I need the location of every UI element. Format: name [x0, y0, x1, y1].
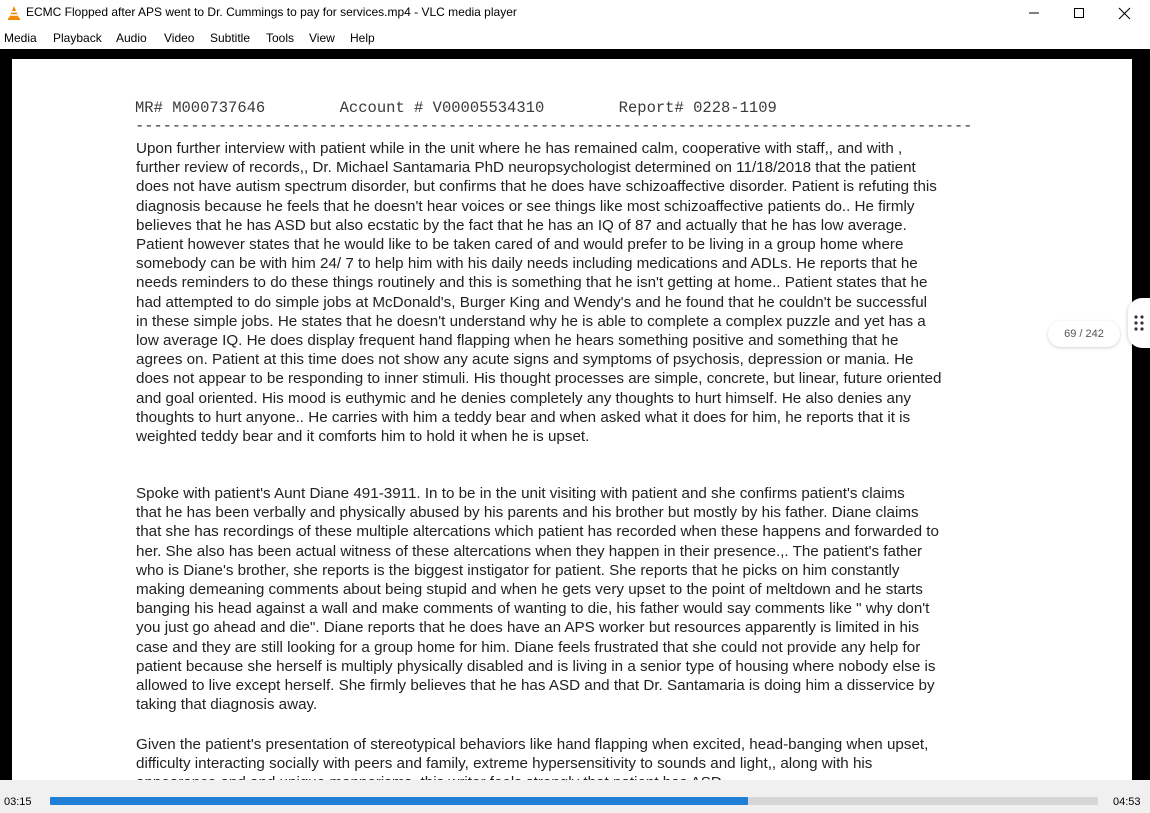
menu-subtitle[interactable]: Subtitle	[210, 31, 251, 45]
text-line: and goal oriented. His mood is euthymic and he denies completely any thoughts to hurt himself. He also denies any	[136, 389, 912, 407]
header-divider: -------------------------------------------------------------------------------------------	[135, 117, 973, 135]
elapsed-time[interactable]: 03:15	[4, 796, 32, 808]
text-line: case and they are still looking for a group home for him. Diane feels frustrated that she could not provide any help for	[136, 638, 921, 656]
text-line: difficulty interacting socially with peers and family, extreme hypersensitivity to sounds and light,, along with his	[136, 755, 873, 773]
menu-media[interactable]: Media	[4, 31, 37, 45]
text-line: agrees on. Patient at this time does not show any acute signs and symptoms of psychosis, depression or mania. He	[136, 351, 914, 369]
maximize-icon	[1074, 8, 1084, 18]
report-header: MR# M000737646 Account # V00005534310 Report# 0228-1109	[135, 99, 777, 117]
menu-tools[interactable]: Tools	[266, 31, 295, 45]
text-line: making demeaning comments about being stupid and when he gets very upset to the point of meltdown and he starts	[136, 581, 923, 599]
close-icon	[1119, 8, 1130, 19]
menu-help[interactable]: Help	[350, 31, 375, 45]
text-line: banging his head against a wall and make comments of wanting to die, his father would say comments like " why don't	[136, 600, 930, 618]
text-line: you just go ahead and die". Diane reports that he does have an APS worker but resources apparently is limited in his	[136, 619, 919, 637]
close-button[interactable]	[1102, 0, 1146, 26]
text-line: patient because she herself is multiply physically disabled and is living in a senior type of housing where nobody else is	[136, 657, 936, 675]
minimize-icon	[1029, 8, 1039, 18]
text-line: thoughts to hurt anyone.. He carries with him a teddy bear and when asked what it does for him, he reports that it is	[136, 408, 911, 426]
menu-view[interactable]: View	[309, 31, 335, 45]
maximize-button[interactable]	[1057, 0, 1101, 26]
menu-playback[interactable]: Playback	[53, 31, 102, 45]
page-counter: 69 / 242	[1048, 321, 1120, 347]
text-line: believes that he has ASD but also ecstatic by the fact that he has an IQ of 87 and actually that he has low average.	[136, 216, 907, 234]
minimize-button[interactable]	[1012, 0, 1056, 26]
menu-video[interactable]: Video	[164, 31, 195, 45]
total-time[interactable]: 04:53	[1113, 796, 1141, 808]
text-line: somebody can be with him 24/ 7 to help him with his daily needs including medications and ADLs. He reports that he	[136, 255, 918, 273]
title-bar	[0, 0, 1150, 26]
text-line: weighted teddy bear and it comforts him to hold it when he is upset.	[136, 428, 590, 446]
text-line: that she has recordings of these multiple altercations which patient has recorded when these happens and forwarded to	[136, 523, 939, 541]
text-line: Patient however states that he would like to be taken cared of and would prefer to be living in a group home where	[136, 236, 904, 254]
document-page	[12, 59, 1132, 780]
seek-bar[interactable]	[50, 797, 1098, 805]
text-line: needs reminders to do these things routinely and this is something that he isn't getting at home.. Patient states that he	[136, 274, 928, 292]
grid-dots-icon	[1134, 315, 1144, 331]
paragraph-interview	[136, 139, 1016, 446]
text-line: diagnosis because he feels that he doesn't hear voices or see things like most schizoaffective patients do.. He firmly	[136, 197, 915, 215]
text-line: that he has been verbally and physically abused by his parents and his brother but mostly by his father. Diane claims	[136, 504, 919, 522]
text-line: had attempted to do simple jobs at McDonald's, Burger King and Wendy's and he found that he couldn't be successful	[136, 293, 928, 311]
text-line: Given the patient's presentation of stereotypical behaviors like hand flapping when excited, head-banging when upset,	[136, 736, 929, 753]
text-line: who is Diane's brother, she reports is the biggest instigator for patient. She reports that he picks on him constantly	[136, 561, 900, 579]
playback-controls	[0, 780, 1150, 813]
vlc-cone-icon	[6, 5, 22, 21]
thumbnail-toggle[interactable]	[1128, 298, 1150, 348]
menu-bar	[0, 28, 1150, 48]
window-title: ECMC Flopped after APS went to Dr. Cummings to pay for services.mp4 - VLC media player	[26, 5, 517, 19]
text-line: taking that diagnosis away.	[136, 696, 318, 714]
text-line: in these simple jobs. He states that he doesn't understand why he is able to complete a complex puzzle and yet has a	[136, 312, 926, 330]
text-line: further review of records,, Dr. Michael Santamaria PhD neuropsychologist determined on 11/18/2018 that the patient	[136, 159, 916, 177]
text-line: does not have autism spectrum disorder, but confirms that he does have schizoaffective disorder. Patient is refuting this	[136, 178, 937, 196]
video-area[interactable]	[0, 49, 1150, 780]
menu-audio[interactable]: Audio	[116, 31, 147, 45]
text-line: low average IQ. He does display frequent hand flapping when he hears something positive and something that he	[136, 332, 899, 350]
text-line: her. She also has been actual witness of these altercations when they happen in their presence.,. The patient's father	[136, 542, 923, 560]
text-line: does not appear to be responding to inner stimuli. His thought processes are simple, concrete, but linear, future oriented	[136, 370, 942, 388]
seek-progress	[50, 797, 748, 805]
text-line: allowed to live except herself. She firmly believes that he has ASD and that Dr. Santamaria is doing him a disservice by	[136, 677, 935, 695]
text-line: Spoke with patient's Aunt Diane 491-3911. In to be in the unit visiting with patient and she confirms patient's claims	[136, 485, 905, 502]
paragraph-aunt-diane	[136, 484, 1016, 714]
text-line: Upon further interview with patient while in the unit where he has remained calm, cooperative with staff,, and with ,	[136, 140, 903, 157]
